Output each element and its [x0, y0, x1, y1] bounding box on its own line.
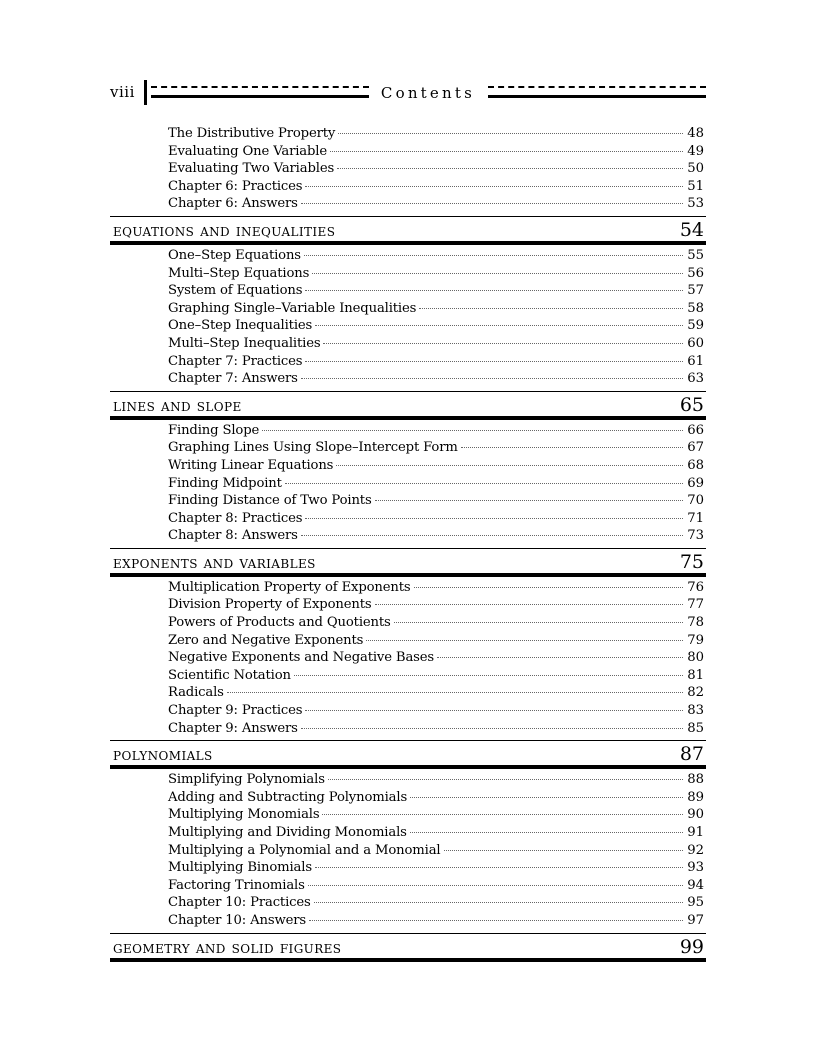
header-dashed-rule-left [151, 86, 369, 88]
chapter-page-number: 87 [679, 743, 704, 766]
toc-entry-page-number: 82 [687, 685, 704, 701]
toc-entry-label: System of Equations [168, 283, 303, 299]
chapter-title: exponents and variables [113, 552, 316, 573]
toc-entry-label: Zero and Negative Exponents [168, 632, 364, 648]
toc-entry-page-number: 78 [687, 615, 704, 631]
toc-entry-label: One–Step Equations [168, 247, 301, 263]
dot-leader [227, 691, 683, 693]
toc-entry-label: Chapter 10: Answers [168, 912, 307, 928]
toc-entry[interactable] [110, 371, 706, 389]
toc-entry[interactable] [110, 126, 706, 144]
toc-entry-page-number: 66 [687, 422, 704, 438]
dot-leader [330, 150, 683, 152]
dot-leader [262, 429, 683, 431]
dot-leader [336, 464, 683, 466]
toc-entry-page-number: 79 [687, 632, 704, 648]
toc-entry-page-number: 51 [687, 178, 704, 194]
toc-entry-page-number: 61 [687, 353, 704, 369]
dot-leader [410, 796, 683, 798]
toc-entry-page-number: 60 [687, 335, 704, 351]
toc-entry-label: One–Step Inequalities [168, 318, 313, 334]
dot-leader [305, 360, 683, 362]
toc-entry-page-number: 76 [687, 579, 704, 595]
toc-entry[interactable] [110, 528, 706, 546]
header-title: Contents [380, 83, 475, 102]
toc-entry[interactable] [110, 493, 706, 511]
toc-entry[interactable] [110, 354, 706, 372]
dot-leader [314, 901, 683, 903]
toc-entry-page-number: 71 [687, 510, 704, 526]
toc-entry-label: Finding Distance of Two Points [168, 493, 372, 509]
dot-leader [285, 482, 683, 484]
header-rule-right [484, 86, 706, 98]
chapter-heading-row[interactable] [110, 740, 706, 769]
toc-entry-page-number: 93 [687, 860, 704, 876]
toc-entry-page-number: 56 [687, 265, 704, 281]
toc-entry[interactable] [110, 807, 706, 825]
toc-entry[interactable] [110, 144, 706, 162]
toc-entry[interactable] [110, 511, 706, 529]
chapter-heading-row[interactable] [110, 391, 706, 420]
dot-leader [419, 307, 683, 309]
toc-entry-page-number: 97 [687, 912, 704, 928]
toc-entry[interactable] [110, 440, 706, 458]
chapter-page-number: 65 [679, 393, 704, 416]
toc-entry[interactable] [110, 878, 706, 896]
toc-entry[interactable] [110, 283, 706, 301]
header-rule-left [147, 86, 369, 98]
dot-leader [301, 534, 683, 536]
toc-entry-label: Writing Linear Equations [168, 457, 334, 473]
toc-entry-page-number: 88 [687, 772, 704, 788]
toc-entry-label: Chapter 7: Answers [168, 371, 298, 387]
toc-entry-label: Chapter 9: Practices [168, 703, 303, 719]
dot-leader [308, 884, 683, 886]
dot-leader [301, 727, 683, 729]
toc-entry-label: Radicals [168, 685, 224, 701]
toc-entry-label: Multiplication Property of Exponents [168, 579, 411, 595]
toc-entry[interactable] [110, 668, 706, 686]
toc-entry-label: Multiplying and Dividing Monomials [168, 825, 407, 840]
dot-leader [338, 132, 683, 134]
toc-entry[interactable] [110, 825, 706, 843]
toc-entry-label: Chapter 8: Answers [168, 528, 298, 544]
dot-leader [337, 167, 683, 169]
toc-entry-label: Factoring Trinomials [168, 877, 305, 893]
toc-entry[interactable] [110, 721, 706, 739]
toc-entry-label: Chapter 6: Practices [168, 178, 303, 194]
toc-entry-label: Graphing Single–Variable Inequalities [168, 300, 417, 316]
toc-entry-page-number: 53 [687, 196, 704, 212]
toc-entry-page-number: 85 [687, 720, 704, 736]
toc-entry-label: Chapter 6: Answers [168, 196, 298, 212]
dot-leader [305, 289, 683, 291]
toc-entry[interactable] [110, 196, 706, 214]
toc-entry-label: Division Property of Exponents [168, 597, 372, 613]
dot-leader [323, 342, 683, 344]
toc-entry-label: Multi–Step Equations [168, 265, 310, 281]
dot-leader [305, 517, 683, 519]
chapter-heading-row[interactable] [110, 216, 706, 245]
dot-leader [375, 603, 684, 605]
toc-entry-label: Chapter 9: Answers [168, 720, 298, 736]
header-dashed-rule-right [488, 86, 706, 88]
toc-entry-page-number: 48 [687, 126, 704, 141]
toc-entry-page-number: 50 [687, 161, 704, 177]
toc-entry[interactable] [110, 179, 706, 197]
toc-entry-label: Powers of Products and Quotients [168, 615, 391, 631]
dot-leader [328, 778, 683, 780]
dot-leader [375, 499, 683, 501]
toc-entry-label: Finding Slope [168, 422, 260, 438]
dot-leader [366, 639, 683, 641]
toc-entry-label: Multi–Step Inequalities [168, 335, 321, 351]
toc-entry[interactable] [110, 476, 706, 494]
toc-entry-page-number: 49 [687, 143, 704, 159]
dot-leader [410, 831, 683, 833]
dot-leader [301, 202, 683, 204]
header-solid-rule-right [488, 95, 706, 98]
dot-leader [305, 709, 683, 711]
toc-entry[interactable] [110, 650, 706, 668]
toc-entry-label: Chapter 8: Practices [168, 510, 303, 526]
toc-entry-label: Multiplying Binomials [168, 860, 312, 876]
toc-entry-label: The Distributive Property [168, 126, 336, 141]
toc-entry[interactable] [110, 860, 706, 878]
chapter-page-number: 99 [679, 935, 704, 958]
running-header [110, 78, 706, 106]
toc-entry-page-number: 90 [687, 807, 704, 823]
dot-leader [301, 377, 683, 379]
toc-entry-page-number: 63 [687, 371, 704, 387]
dot-leader [312, 272, 683, 274]
toc-entry[interactable] [110, 703, 706, 721]
toc-entry[interactable] [110, 913, 706, 931]
chapter-title: equations and inequalities [113, 220, 336, 241]
toc-entry-label: Evaluating Two Variables [168, 161, 335, 177]
toc-entry-page-number: 81 [687, 667, 704, 683]
toc-entry-page-number: 91 [687, 825, 704, 840]
toc-entry-page-number: 55 [687, 247, 704, 263]
toc-entry-page-number: 67 [687, 440, 704, 456]
dot-leader [414, 586, 683, 588]
toc-entry-label: Negative Exponents and Negative Bases [168, 650, 435, 666]
toc-entry[interactable] [110, 318, 706, 336]
toc-entry[interactable] [110, 458, 706, 476]
toc-entry-label: Simplifying Polynomials [168, 772, 325, 788]
dot-leader [437, 656, 683, 658]
toc-entry-label: Graphing Lines Using Slope–Intercept Form [168, 440, 458, 456]
toc-entry[interactable] [110, 580, 706, 598]
header-solid-rule-left [151, 95, 369, 98]
folio-page-number: viii [110, 82, 135, 101]
toc-entry-label: Evaluating One Variable [168, 143, 328, 159]
toc-entry-page-number: 92 [687, 842, 704, 858]
toc-entry-page-number: 68 [687, 457, 704, 473]
toc-entry-label: Chapter 10: Practices [168, 895, 311, 911]
toc-entry-page-number: 69 [687, 475, 704, 491]
toc-entry-page-number: 73 [687, 528, 704, 544]
dot-leader [304, 254, 683, 256]
chapter-title: geometry and solid figures [113, 937, 342, 958]
toc-entry-label: Scientific Notation [168, 667, 291, 683]
chapter-title: polynomials [113, 745, 213, 766]
toc-entry[interactable] [110, 161, 706, 179]
toc-entry[interactable] [110, 615, 706, 633]
toc-entry-page-number: 83 [687, 703, 704, 719]
toc-entry[interactable] [110, 685, 706, 703]
dot-leader [322, 813, 683, 815]
toc-entry[interactable] [110, 266, 706, 284]
toc-entry-page-number: 58 [687, 300, 704, 316]
toc-entry[interactable] [110, 790, 706, 808]
toc-entry-page-number: 57 [687, 283, 704, 299]
table-of-contents [110, 126, 706, 965]
dot-leader [315, 866, 683, 868]
toc-entry-page-number: 70 [687, 493, 704, 509]
toc-entry[interactable] [110, 895, 706, 913]
toc-entry-page-number: 77 [687, 597, 704, 613]
dot-leader [294, 674, 683, 676]
chapter-heading-row[interactable] [110, 548, 706, 577]
dot-leader [309, 919, 683, 921]
toc-entry-page-number: 89 [687, 789, 704, 805]
toc-entry-page-number: 80 [687, 650, 704, 666]
chapter-page-number: 54 [679, 218, 704, 241]
toc-entry-page-number: 94 [687, 877, 704, 893]
toc-entry[interactable] [110, 597, 706, 615]
toc-entry[interactable] [110, 843, 706, 861]
toc-entry[interactable] [110, 248, 706, 266]
toc-entry[interactable] [110, 423, 706, 441]
toc-entry-label: Finding Midpoint [168, 475, 282, 491]
toc-entry-label: Multiplying Monomials [168, 807, 320, 823]
dot-leader [394, 621, 683, 623]
toc-entry-label: Chapter 7: Practices [168, 353, 303, 369]
chapter-page-number: 75 [679, 550, 704, 573]
toc-entry[interactable] [110, 301, 706, 319]
toc-entry-label: Adding and Subtracting Polynomials [168, 789, 408, 805]
toc-entry[interactable] [110, 772, 706, 790]
dot-leader [305, 185, 683, 187]
toc-entry-page-number: 59 [687, 318, 704, 334]
dot-leader [461, 446, 683, 448]
chapter-title: lines and slope [113, 395, 242, 416]
toc-entry[interactable] [110, 633, 706, 651]
toc-entry-label: Multiplying a Polynomial and a Monomial [168, 842, 441, 858]
dot-leader [444, 849, 684, 851]
dot-leader [315, 324, 683, 326]
toc-entry[interactable] [110, 336, 706, 354]
chapter-heading-row[interactable] [110, 933, 706, 962]
toc-entry-page-number: 95 [687, 895, 704, 911]
